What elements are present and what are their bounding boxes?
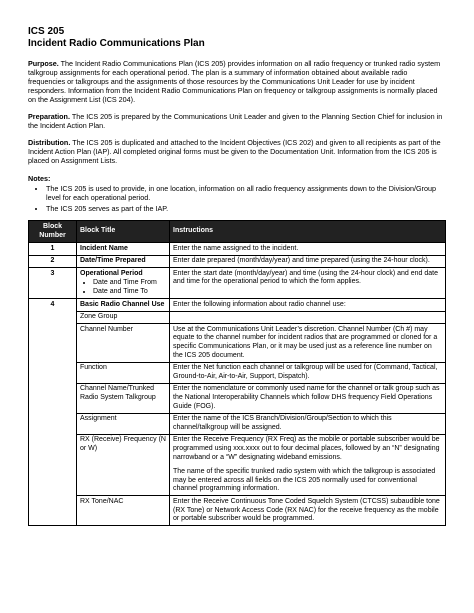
distribution-paragraph <box>28 138 446 165</box>
block-instructions: Enter the start date (month/day/year) and time (using the 24-hour clock) and end date and time for the operational period to which the form applies. <box>170 268 446 299</box>
sub-block-instructions: Enter the name of the ICS Branch/Division/Group/Section to which this channel/talkgroup will be assigned. <box>170 413 446 434</box>
sub-block-instructions-extra: The name of the specific trunked radio system with which the talkgroup is associated may be entered across all fields on the ICS 205 normally used for conventional channel programming information. <box>173 468 436 493</box>
title-line-1: ICS 205 <box>28 26 65 37</box>
notes-heading: Notes: <box>28 174 51 183</box>
block-number: 1 <box>29 243 77 256</box>
header-block-title: Block Title <box>77 221 170 243</box>
note-item: • The ICS 205 is used to provide, in one location, information on all radio frequency assignments down to the Division/Group level for each operational period. <box>46 184 446 202</box>
sub-block-instructions: Use at the Communications Unit Leader’s discretion. Channel Number (Ch #) may equate to the channel number for incident radios that are programmed or cloned for a specific Communications Plan, or it may be used just as a reference line number on the ICS 205 document. <box>170 324 446 362</box>
sub-block-instructions: Enter the nomenclature or commonly used name for the channel or talk group such as the National Interoperability Channels which follow DHS frequency Field Operations Guide (FOG). <box>170 383 446 413</box>
table-subrow <box>29 362 446 383</box>
sub-block-title: RX Tone/NAC <box>77 496 170 526</box>
sub-block-instructions-cell <box>170 434 446 496</box>
block-title: Operational Period <box>80 269 143 277</box>
sub-field-list <box>80 279 166 296</box>
sub-block-instructions: Enter the Net function each channel or talkgroup will be used for (Command, Tactical, Ground-to-Air, Air-to-Air, Support, Dispatch). <box>170 362 446 383</box>
sub-block-title: Function <box>77 362 170 383</box>
header-block-number: Block Number <box>29 221 77 243</box>
sub-field-item: • Date and Time From <box>93 279 166 288</box>
preparation-paragraph <box>28 112 446 130</box>
note-item: • The ICS 205 serves as part of the IAP. <box>46 204 446 213</box>
block-number: 2 <box>29 255 77 268</box>
sub-block-title: Assignment <box>77 413 170 434</box>
distribution-text: The ICS 205 is duplicated and attached to the Incident Objectives (ICS 202) and given to all recipients as part of the Incident Action Plan (IAP). All completed original forms must be given to the Documentation Unit. Information from the ICS 205 is placed on Assignment Lists. <box>28 138 441 165</box>
block-number: 3 <box>29 268 77 299</box>
distribution-label: Distribution. <box>28 138 71 147</box>
sub-block-title: Zone Group <box>77 311 170 324</box>
table-subrow <box>29 324 446 362</box>
table-subrow <box>29 496 446 526</box>
table-header-row <box>29 221 446 243</box>
sub-block-title: Channel Name/Trunked Radio System Talkgroup <box>77 383 170 413</box>
sub-block-instructions <box>170 311 446 324</box>
header-instructions: Instructions <box>170 221 446 243</box>
sub-block-title: RX (Receive) Frequency (N or W) <box>77 434 170 496</box>
preparation-text: The ICS 205 is prepared by the Communications Unit Leader and given to the Planning Section Chief for inclusion in the Incident Action Plan. <box>28 112 443 130</box>
table-subrow <box>29 413 446 434</box>
preparation-label: Preparation. <box>28 112 70 121</box>
table-row <box>29 268 446 299</box>
table-row <box>29 299 446 312</box>
block-title-cell <box>77 268 170 299</box>
instructions-table <box>28 220 446 526</box>
page-title <box>28 26 446 50</box>
sub-block-instructions: Enter the Receive Frequency (RX Freq) as the mobile or portable subscriber would be programmed using xxx.xxxx out to four decimal places, followed by an “N” designating narrowband or a “W” designating wideband emissions. <box>173 436 440 461</box>
table-row <box>29 243 446 256</box>
table-row <box>29 255 446 268</box>
sub-block-title: Channel Number <box>77 324 170 362</box>
block-title: Basic Radio Channel Use <box>77 299 170 312</box>
block-title: Date/Time Prepared <box>77 255 170 268</box>
table-subrow <box>29 311 446 324</box>
notes-list <box>28 184 446 213</box>
table-subrow <box>29 383 446 413</box>
block-instructions: Enter date prepared (month/day/year) and time prepared (using the 24-hour clock). <box>170 255 446 268</box>
title-line-2: Incident Radio Communications Plan <box>28 38 205 49</box>
block-title: Incident Name <box>77 243 170 256</box>
sub-block-instructions: Enter the Receive Continuous Tone Coded Squelch System (CTCSS) subaudible tone (RX Tone) or Network Access Code (RX NAC) for the receive frequency as the mobile or portable subscriber would be programmed. <box>170 496 446 526</box>
purpose-paragraph <box>28 59 446 104</box>
sub-field-item: • Date and Time To <box>93 288 166 297</box>
purpose-text: The Incident Radio Communications Plan (ICS 205) provides information on all radio frequency or trunked radio system talkgroup assignments for each operational period. The plan is a summary of information obtained about available radio frequencies or talkgroups and the assignments of those resources by the Communications Unit Leader for use by incident responders. Information from the Incident Radio Communications Plan on frequency or talkgroup assignments is normally placed on the Assignment List (ICS 204). <box>28 59 441 104</box>
block-instructions: Enter the following information about radio channel use: <box>170 299 446 312</box>
table-subrow <box>29 434 446 496</box>
purpose-label: Purpose. <box>28 59 59 68</box>
block-instructions: Enter the name assigned to the incident. <box>170 243 446 256</box>
block-number: 4 <box>29 299 77 526</box>
